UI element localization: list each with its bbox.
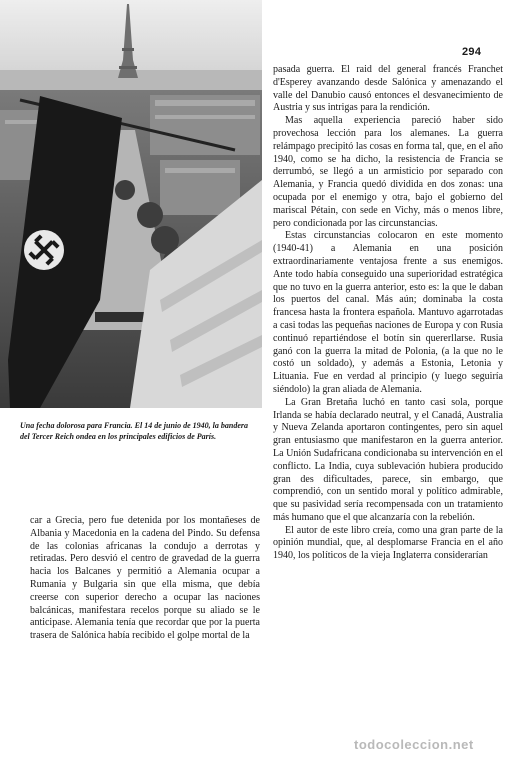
photo-illustration [0, 0, 262, 408]
paragraph: Mas aquella experiencia pareció haber sido provechosa lección para los alemanes. La guerra relámpago precipitó las cosas en forma tal, que, en el año 1940, como se ha dicho, la resistencia de Francia se derrumbó, se llegó a un armisticio por separado con Alemania, y Francia quedó dividida en dos zonas: una ocupada por el enemigo y otra, bajo el gobierno del mariscal Pétain, con sede en Vichy, más o menos libre, pero condicionada por las circunstancias. [273, 115, 503, 229]
left-column [30, 515, 260, 643]
paragraph: Estas circunstancias colocaron en este momento (1940-41) a Alemania en una posición extraordinariamente ventajosa frente a sus enemigos. Ante todo había conseguido una superioridad estratégica que no tuvo en la guerra anterior, esto es: la que le daban los puertos del canal. Más aún; dominaba la costa francesa hasta la frontera española. Mantuvo agarrotadas a casi todas las pequeñas naciones de Europa y con Rusia continuó repartiéndose el botín sin quererllarse. Rusia ganó con la guerra la mitad de Polonia, (a la que no le costó un soldado), y además a Estonia, Letonia y Lituania. Fue en verdad al principio (y luego seguiría siéndolo) la gran aliada de Alemania. [273, 230, 503, 395]
paragraph: El autor de este libro creía, como una gran parte de la opinión mundial, que, al desplomarse Francia en el año 1940, los políticos de la vieja Inglaterra considerarían [273, 524, 503, 562]
right-column [273, 64, 503, 563]
watermark [354, 737, 474, 752]
photo-paris-flag [0, 0, 262, 408]
photo-caption: Una fecha dolorosa para Francia. El 14 de junio de 1940, la bandera del Tercer Reich ondea en los principales edificios de París. [20, 421, 249, 441]
paragraph: pasada guerra. El raid del general francés Franchet d'Esperey avanzando desde Salónica y amenazando el valle del Danubio causó entonces el desvanecimiento de Austria y sus intrigas para la rendición. [273, 64, 503, 114]
watermark-text: todocoleccion.net [354, 737, 474, 752]
page-number: 294 [462, 46, 482, 58]
paragraph: car a Grecia, pero fue detenida por los montañeses de Albania y Macedonia en la cadena del Pindo. Su defensa de las colonias africanas la condujo a derrotas y retiradas. Pero desvió el centro de gravedad de la guerra hacia los Balcanes y permitió a Alemania ocupar a Rumania y Bulgaria sin que ella misma, que debía creerse con superior derecho a ocupar las naciones balcánicas, manifestara recelos porque su aliado se le anticipase. Alemania tenía que recordar que por la puerta trasera de Salónica había recibido el golpe mortal de la [30, 515, 260, 642]
paragraph: La Gran Bretaña luchó en tanto casi sola, porque Irlanda se había declarado neutral, y el Canadá, Australia y Nueva Zelanda aportaron contingentes, pero sin aquel gran entusiasmo que manifestaron en la guerra anterior. La Unión Sudafricana condicionaba su intervención en el conflicto. La India, cuya sublevación hubiera producido gran des dificultades, parece, sin embargo, que comprendió, con un sentido moral y político admirable, que su pasividad sería recompensada con un tratamiento más humano que el que alcanzaría con la rebelión. [273, 396, 503, 523]
